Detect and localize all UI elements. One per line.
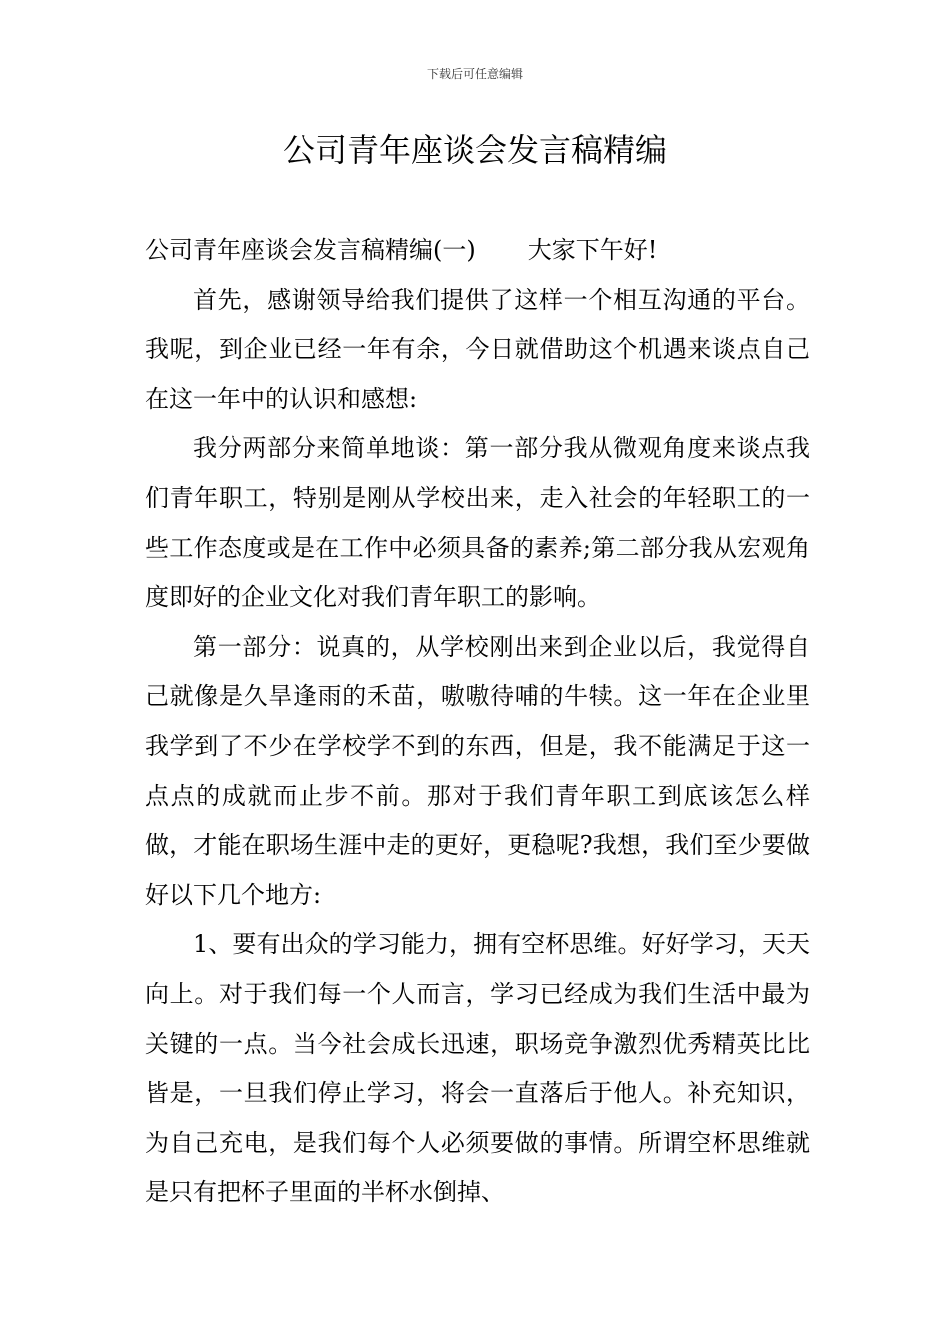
opening-line	[145, 226, 810, 276]
paragraph-2: 我分两部分来简单地谈：第一部分我从微观角度来谈点我们青年职工，特别是刚从学校出来，走入社会的年轻职工的一些工作态度或是在工作中必须具备的素养;第二部分我从宏观角度即好的企业文化对我们青年职工的影响。	[145, 434, 810, 612]
document-title: 公司青年座谈会发言稿精编	[282, 131, 667, 169]
header-note: 下载后可任意编辑	[426, 67, 523, 81]
document-body	[145, 226, 810, 1218]
paragraph-4: 1、要有出众的学习能力，拥有空杯思维。好好学习，天天向上。对于我们每一个人而言，学习已经成为我们生活中最为关键的一点。当今社会成长迅速，职场竞争激烈优秀精英比比皆是，一旦我们停止学习，将会一直落后于他人。补充知识，为自己充电，是我们每个人必须要做的事情。所谓空杯思维就是只有把杯子里面的半杯水倒掉、	[145, 930, 810, 1207]
greeting: 大家下午好!	[527, 236, 658, 264]
paragraph-1: 首先，感谢领导给我们提供了这样一个相互沟通的平台。我呢，到企业已经一年有余，今日就借助这个机遇来谈点自己在这一年中的认识和感想:	[145, 285, 810, 413]
section-heading: 公司青年座谈会发言稿精编(一)	[145, 236, 476, 264]
paragraph-3: 第一部分：说真的，从学校刚出来到企业以后，我觉得自己就像是久旱逢雨的禾苗，嗷嗷待哺的牛犊。这一年在企业里我学到了不少在学校学不到的东西，但是，我不能满足于这一点点的成就而止步不前。那对于我们青年职工到底该怎么样做，才能在职场生涯中走的更好，更稳呢?我想，我们至少要做好以下几个地方:	[145, 632, 810, 909]
